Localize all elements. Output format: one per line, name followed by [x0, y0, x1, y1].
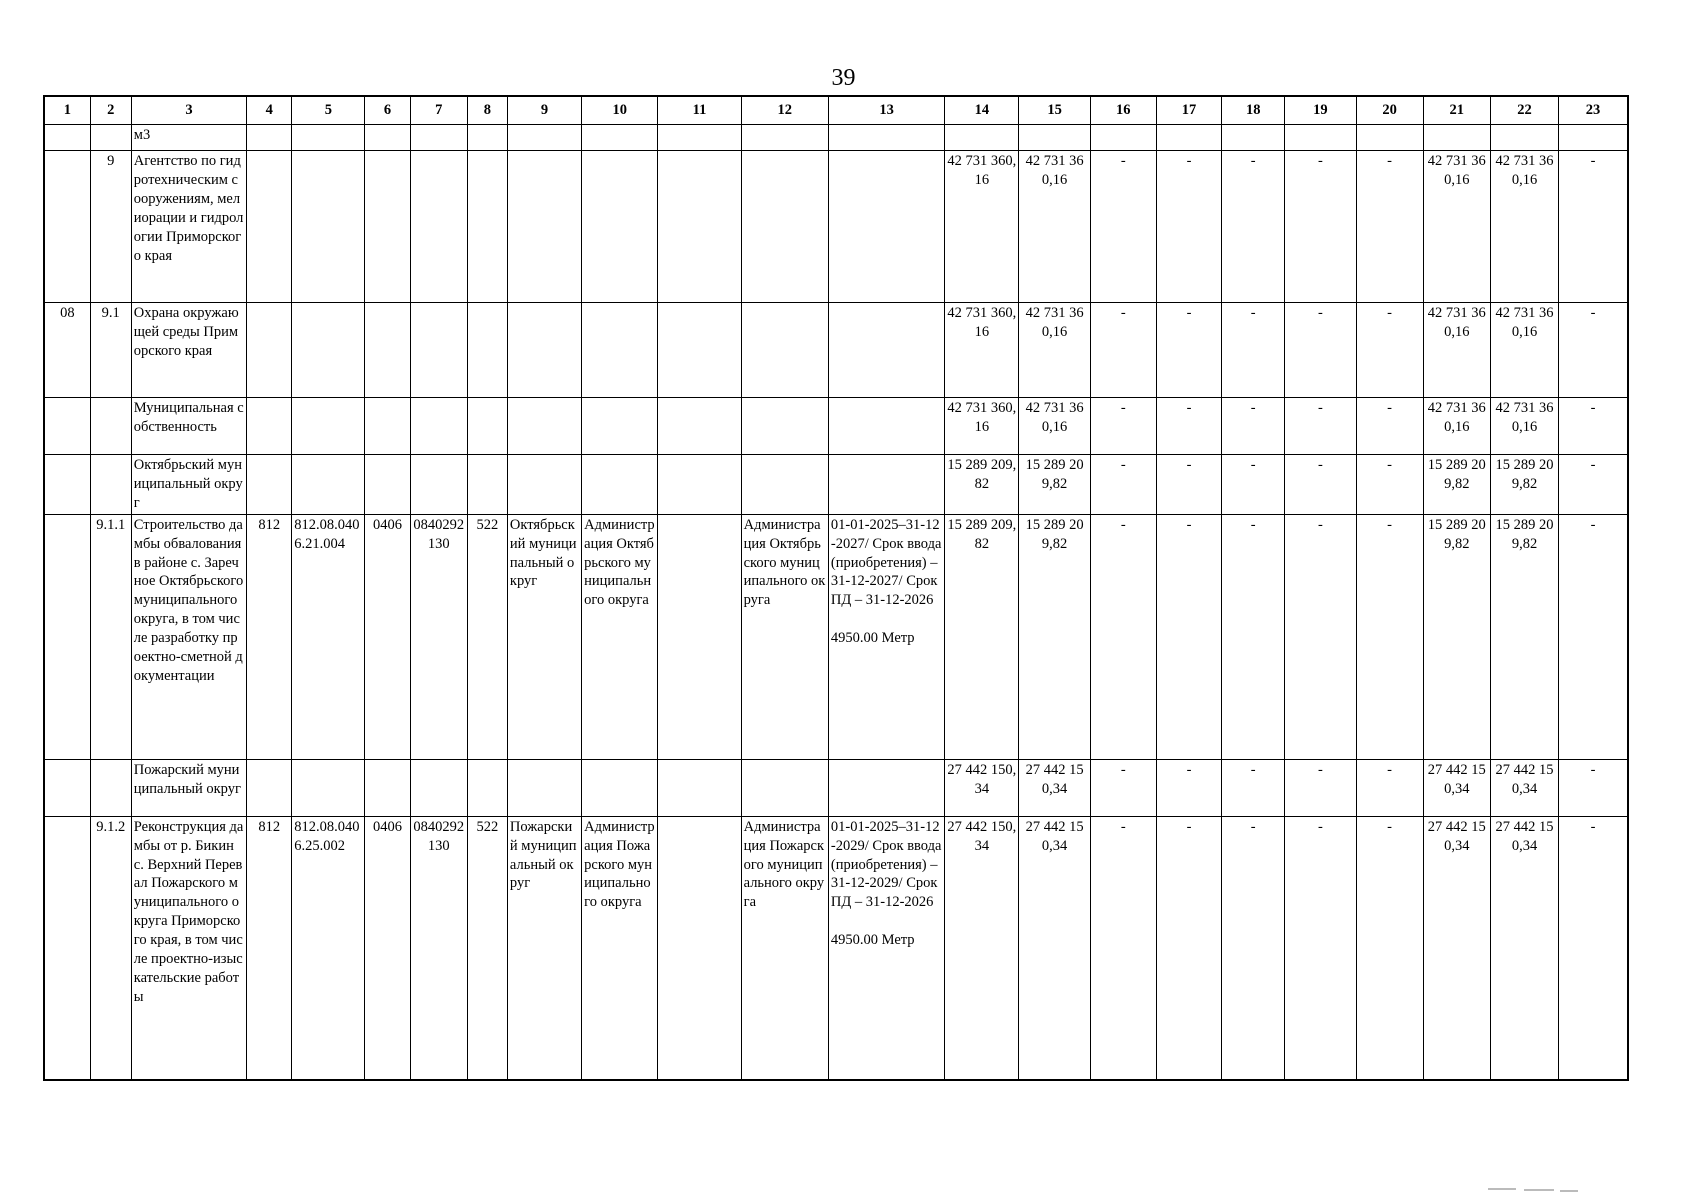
cell-col-3: Пожарский муниципальный округ — [131, 759, 246, 816]
cell-col-20: - — [1356, 514, 1423, 759]
cell-col-10 — [582, 151, 658, 303]
cell-col-13 — [828, 303, 944, 398]
cell-col-20: - — [1356, 759, 1423, 816]
cell-col-17: - — [1156, 151, 1221, 303]
cell-col-9 — [507, 125, 581, 151]
table-row — [44, 816, 1628, 1080]
cell-col-12 — [741, 455, 828, 515]
cell-col-9: Пожарский муниципальный округ — [507, 816, 581, 1080]
cell-col-2 — [90, 759, 131, 816]
cell-col-8: 522 — [467, 816, 507, 1080]
column-number-18: 18 — [1222, 96, 1285, 125]
cell-col-22: 27 442 150,34 — [1490, 816, 1558, 1080]
column-number-15: 15 — [1019, 96, 1090, 125]
scan-mark — [1524, 1189, 1554, 1191]
column-number-2: 2 — [90, 96, 131, 125]
cell-col-1 — [44, 816, 90, 1080]
cell-col-1 — [44, 151, 90, 303]
cell-col-12 — [741, 759, 828, 816]
cell-col-10 — [582, 303, 658, 398]
cell-col-6 — [365, 303, 410, 398]
cell-col-16: - — [1090, 455, 1156, 515]
cell-col-16 — [1090, 125, 1156, 151]
cell-col-18: - — [1222, 398, 1285, 455]
cell-col-2: 9 — [90, 151, 131, 303]
cell-col-22: 42 731 360,16 — [1490, 151, 1558, 303]
cell-col-21: 27 442 150,34 — [1423, 816, 1490, 1080]
cell-col-16: - — [1090, 759, 1156, 816]
cell-col-22: 42 731 360,16 — [1490, 398, 1558, 455]
cell-col-4 — [247, 303, 292, 398]
cell-col-11 — [658, 514, 741, 759]
column-number-22: 22 — [1490, 96, 1558, 125]
cell-col-4 — [247, 455, 292, 515]
cell-col-8 — [467, 759, 507, 816]
cell-col-3: Реконструкция дамбы от р. Бикин с. Верхний Перевал Пожарского муниципального округа Приморского края, в том числе проектно-изыскательские работы — [131, 816, 246, 1080]
cell-col-18: - — [1222, 455, 1285, 515]
cell-col-8 — [467, 125, 507, 151]
column-number-10: 10 — [582, 96, 658, 125]
cell-col-4: 812 — [247, 816, 292, 1080]
cell-col-15: 42 731 360,16 — [1019, 151, 1090, 303]
cell-col-10 — [582, 125, 658, 151]
cell-col-23: - — [1559, 759, 1628, 816]
table-row — [44, 125, 1628, 151]
column-number-23: 23 — [1559, 96, 1628, 125]
cell-col-17: - — [1156, 303, 1221, 398]
cell-col-14: 42 731 360,16 — [945, 303, 1019, 398]
table-row — [44, 398, 1628, 455]
cell-col-6 — [365, 151, 410, 303]
cell-col-3: Агентство по гидротехническим сооружениям, мелиорации и гидрологии Приморского края — [131, 151, 246, 303]
column-number-3: 3 — [131, 96, 246, 125]
cell-col-14: 27 442 150,34 — [945, 816, 1019, 1080]
cell-col-21 — [1423, 125, 1490, 151]
cell-col-13 — [828, 151, 944, 303]
cell-col-5 — [292, 125, 365, 151]
cell-col-2: 9.1 — [90, 303, 131, 398]
cell-col-18: - — [1222, 303, 1285, 398]
cell-col-21: 15 289 209,82 — [1423, 514, 1490, 759]
column-number-20: 20 — [1356, 96, 1423, 125]
cell-col-9: Октябрьский муниципальный округ — [507, 514, 581, 759]
column-number-row — [44, 96, 1628, 125]
cell-col-9 — [507, 151, 581, 303]
cell-col-6 — [365, 455, 410, 515]
table-row — [44, 303, 1628, 398]
cell-col-3: Муниципальная собственность — [131, 398, 246, 455]
cell-col-4 — [247, 759, 292, 816]
budget-table — [43, 95, 1629, 1081]
cell-col-17: - — [1156, 398, 1221, 455]
cell-col-11 — [658, 303, 741, 398]
cell-col-12 — [741, 151, 828, 303]
cell-col-23: - — [1559, 816, 1628, 1080]
scan-mark — [1488, 1188, 1516, 1190]
cell-col-18: - — [1222, 759, 1285, 816]
cell-col-9 — [507, 398, 581, 455]
cell-col-9 — [507, 455, 581, 515]
column-number-21: 21 — [1423, 96, 1490, 125]
cell-col-15: 27 442 150,34 — [1019, 759, 1090, 816]
cell-col-12: Администрация Пожарского муниципального округа — [741, 816, 828, 1080]
column-number-11: 11 — [658, 96, 741, 125]
cell-col-1 — [44, 398, 90, 455]
cell-col-13 — [828, 455, 944, 515]
cell-col-12 — [741, 303, 828, 398]
cell-col-19: - — [1285, 151, 1356, 303]
table-row — [44, 455, 1628, 515]
cell-col-21: 27 442 150,34 — [1423, 759, 1490, 816]
cell-col-20: - — [1356, 455, 1423, 515]
cell-col-15: 42 731 360,16 — [1019, 303, 1090, 398]
cell-col-1 — [44, 759, 90, 816]
column-number-14: 14 — [945, 96, 1019, 125]
cell-col-9 — [507, 759, 581, 816]
cell-col-5 — [292, 455, 365, 515]
cell-col-1: 08 — [44, 303, 90, 398]
cell-col-13 — [828, 759, 944, 816]
cell-col-14: 15 289 209,82 — [945, 514, 1019, 759]
cell-col-5: 812.08.0406.25.002 — [292, 816, 365, 1080]
cell-col-22: 27 442 150,34 — [1490, 759, 1558, 816]
table-row — [44, 759, 1628, 816]
cell-col-14: 15 289 209,82 — [945, 455, 1019, 515]
cell-col-5 — [292, 303, 365, 398]
cell-col-21: 42 731 360,16 — [1423, 303, 1490, 398]
cell-col-5 — [292, 151, 365, 303]
cell-col-18: - — [1222, 151, 1285, 303]
cell-col-19: - — [1285, 398, 1356, 455]
cell-col-23: - — [1559, 398, 1628, 455]
cell-col-21: 42 731 360,16 — [1423, 398, 1490, 455]
cell-col-11 — [658, 816, 741, 1080]
cell-col-20: - — [1356, 151, 1423, 303]
cell-col-7 — [410, 151, 467, 303]
cell-col-11 — [658, 125, 741, 151]
cell-col-5: 812.08.0406.21.004 — [292, 514, 365, 759]
cell-col-4 — [247, 151, 292, 303]
cell-col-8 — [467, 151, 507, 303]
cell-col-19: - — [1285, 455, 1356, 515]
cell-col-11 — [658, 455, 741, 515]
cell-col-14: 27 442 150,34 — [945, 759, 1019, 816]
column-number-7: 7 — [410, 96, 467, 125]
cell-col-16: - — [1090, 816, 1156, 1080]
cell-col-11 — [658, 151, 741, 303]
cell-col-1 — [44, 125, 90, 151]
cell-col-12: Администрация Октябрьского муниципального округа — [741, 514, 828, 759]
cell-col-13: 01-01-2025–31-12-2027/ Срок ввода (приобретения) – 31-12-2027/ Срок ПД – 31-12-2026 4950.00 Метр — [828, 514, 944, 759]
cell-col-14 — [945, 125, 1019, 151]
cell-col-13 — [828, 125, 944, 151]
cell-col-5 — [292, 398, 365, 455]
cell-col-23: - — [1559, 151, 1628, 303]
cell-col-23 — [1559, 125, 1628, 151]
cell-col-17 — [1156, 125, 1221, 151]
cell-col-23: - — [1559, 455, 1628, 515]
cell-col-10: Администрация Октябрьского муниципального округа — [582, 514, 658, 759]
table-row — [44, 151, 1628, 303]
cell-col-11 — [658, 759, 741, 816]
cell-col-8: 522 — [467, 514, 507, 759]
cell-col-13: 01-01-2025–31-12-2029/ Срок ввода (приобретения) – 31-12-2029/ Срок ПД – 31-12-2026 4950.00 Метр — [828, 816, 944, 1080]
cell-col-16: - — [1090, 151, 1156, 303]
cell-col-18: - — [1222, 514, 1285, 759]
cell-col-6 — [365, 398, 410, 455]
cell-col-2 — [90, 125, 131, 151]
cell-col-19: - — [1285, 816, 1356, 1080]
cell-col-20: - — [1356, 303, 1423, 398]
cell-col-13 — [828, 398, 944, 455]
cell-col-7: 0840292130 — [410, 514, 467, 759]
cell-col-20: - — [1356, 398, 1423, 455]
cell-col-2 — [90, 398, 131, 455]
cell-col-2 — [90, 455, 131, 515]
cell-col-21: 42 731 360,16 — [1423, 151, 1490, 303]
cell-col-3: м3 — [131, 125, 246, 151]
cell-col-6 — [365, 759, 410, 816]
cell-col-16: - — [1090, 398, 1156, 455]
cell-col-12 — [741, 398, 828, 455]
cell-col-10: Администрация Пожарского муниципального округа — [582, 816, 658, 1080]
cell-col-17: - — [1156, 455, 1221, 515]
cell-col-7 — [410, 455, 467, 515]
cell-col-22: 42 731 360,16 — [1490, 303, 1558, 398]
cell-col-7 — [410, 303, 467, 398]
column-number-4: 4 — [247, 96, 292, 125]
column-number-19: 19 — [1285, 96, 1356, 125]
cell-col-11 — [658, 398, 741, 455]
table-row — [44, 514, 1628, 759]
cell-col-14: 42 731 360,16 — [945, 151, 1019, 303]
cell-col-4 — [247, 125, 292, 151]
cell-col-19 — [1285, 125, 1356, 151]
cell-col-7 — [410, 125, 467, 151]
cell-col-1 — [44, 455, 90, 515]
cell-col-18: - — [1222, 816, 1285, 1080]
scan-mark — [1560, 1190, 1578, 1192]
cell-col-6: 0406 — [365, 816, 410, 1080]
cell-col-18 — [1222, 125, 1285, 151]
column-number-6: 6 — [365, 96, 410, 125]
cell-col-21: 15 289 209,82 — [1423, 455, 1490, 515]
cell-col-12 — [741, 125, 828, 151]
cell-col-19: - — [1285, 514, 1356, 759]
cell-col-20 — [1356, 125, 1423, 151]
cell-col-2: 9.1.1 — [90, 514, 131, 759]
column-number-5: 5 — [292, 96, 365, 125]
cell-col-10 — [582, 455, 658, 515]
cell-col-17: - — [1156, 514, 1221, 759]
cell-col-3: Строительство дамбы обвалования в районе с. Заречное Октябрьского муниципального округа, в том числе разработку проектно-сметной документации — [131, 514, 246, 759]
cell-col-1 — [44, 514, 90, 759]
cell-col-3: Октябрьский муниципальный округ — [131, 455, 246, 515]
cell-col-19: - — [1285, 759, 1356, 816]
cell-col-17: - — [1156, 759, 1221, 816]
cell-col-8 — [467, 398, 507, 455]
column-number-1: 1 — [44, 96, 90, 125]
cell-col-10 — [582, 759, 658, 816]
column-number-17: 17 — [1156, 96, 1221, 125]
cell-col-14: 42 731 360,16 — [945, 398, 1019, 455]
column-number-8: 8 — [467, 96, 507, 125]
cell-col-16: - — [1090, 303, 1156, 398]
cell-col-4: 812 — [247, 514, 292, 759]
cell-col-22: 15 289 209,82 — [1490, 514, 1558, 759]
cell-col-10 — [582, 398, 658, 455]
cell-col-20: - — [1356, 816, 1423, 1080]
cell-col-3: Охрана окружающей среды Приморского края — [131, 303, 246, 398]
cell-col-7 — [410, 398, 467, 455]
cell-col-7: 0840292130 — [410, 816, 467, 1080]
cell-col-8 — [467, 455, 507, 515]
cell-col-5 — [292, 759, 365, 816]
cell-col-22: 15 289 209,82 — [1490, 455, 1558, 515]
column-number-9: 9 — [507, 96, 581, 125]
column-number-16: 16 — [1090, 96, 1156, 125]
cell-col-7 — [410, 759, 467, 816]
cell-col-23: - — [1559, 514, 1628, 759]
cell-col-4 — [247, 398, 292, 455]
cell-col-17: - — [1156, 816, 1221, 1080]
cell-col-22 — [1490, 125, 1558, 151]
cell-col-9 — [507, 303, 581, 398]
cell-col-6 — [365, 125, 410, 151]
cell-col-8 — [467, 303, 507, 398]
column-number-12: 12 — [741, 96, 828, 125]
cell-col-23: - — [1559, 303, 1628, 398]
cell-col-6: 0406 — [365, 514, 410, 759]
cell-col-16: - — [1090, 514, 1156, 759]
column-number-13: 13 — [828, 96, 944, 125]
cell-col-19: - — [1285, 303, 1356, 398]
page-number: 39 — [831, 65, 856, 91]
cell-col-15: 15 289 209,82 — [1019, 514, 1090, 759]
cell-col-2: 9.1.2 — [90, 816, 131, 1080]
cell-col-15: 42 731 360,16 — [1019, 398, 1090, 455]
cell-col-15: 27 442 150,34 — [1019, 816, 1090, 1080]
cell-col-15: 15 289 209,82 — [1019, 455, 1090, 515]
cell-col-15 — [1019, 125, 1090, 151]
